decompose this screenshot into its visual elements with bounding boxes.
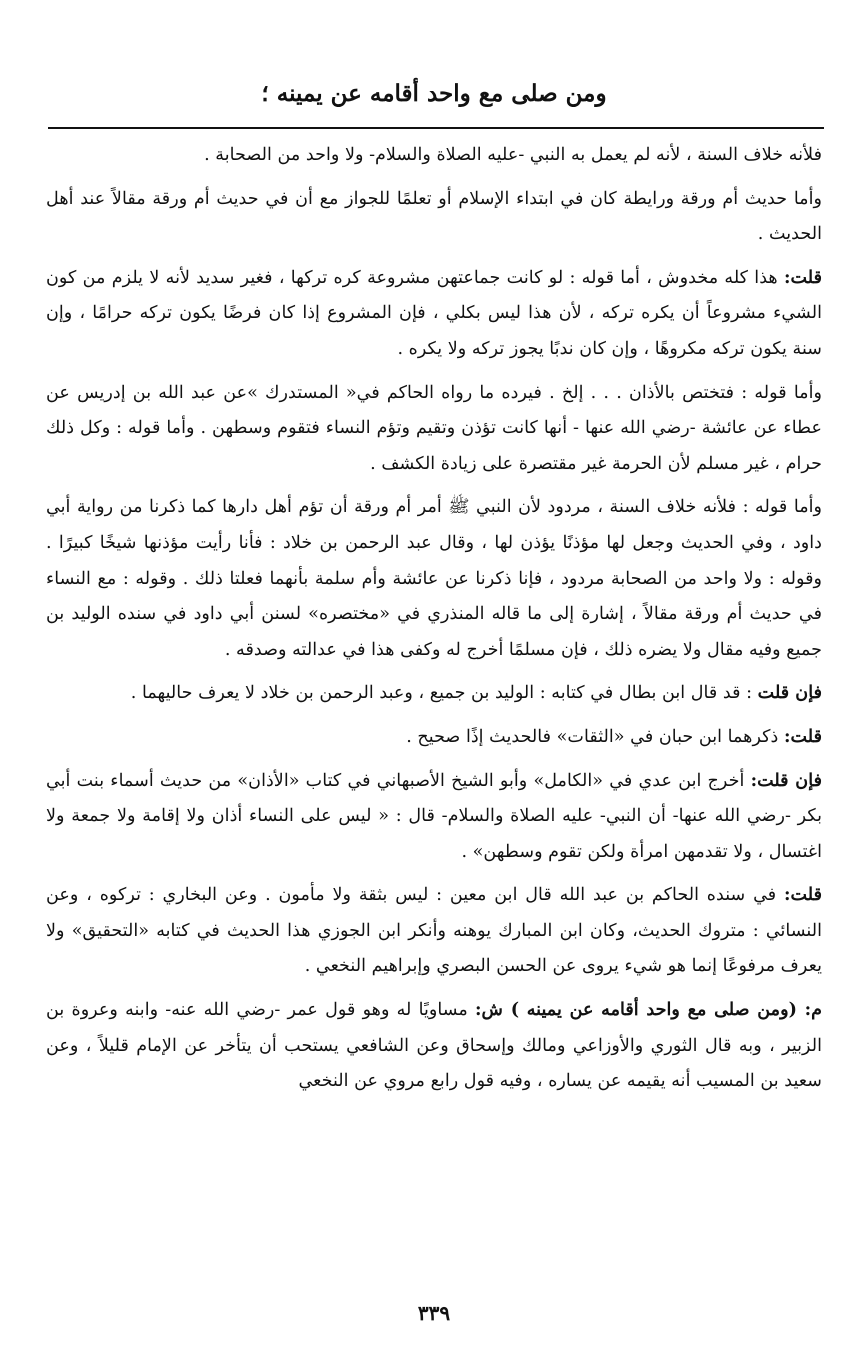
paragraph-1 xyxy=(46,137,822,174)
paragraph-lead: قلت: xyxy=(783,725,822,747)
paragraph-10 xyxy=(46,992,822,1100)
paragraph-text: أخرج ابن عدي في «الكامل» وأبو الشيخ الأصبهاني في كتاب «الأذان» من حديث أسماء بنت أبي بكر -رضي الله عنها- أن النبي- عليه الصلاة والسلام- قال : « ليس على النساء أذان ولا إقامة ولا جمعة ولا اغتسال ، ولا تقدمهن امرأة ولكن تقوم وسطهن» . xyxy=(46,770,822,862)
paragraph-9 xyxy=(46,877,822,985)
paragraph-7 xyxy=(46,719,822,756)
page-number: ٣٣٩ xyxy=(417,1301,451,1325)
paragraph-6 xyxy=(46,675,822,712)
paragraph-lead: فإن قلت xyxy=(757,682,822,704)
paragraph-5 xyxy=(46,489,822,668)
paragraph-lead: فإن قلت: xyxy=(750,769,822,791)
paragraph-text: هذا كله مخدوش ، أما قوله : لو كانت جماعتهن مشروعة كره تركها ، فغير سديد لأنه لا يلزم من كون الشيء مشروعاً أن يكره تركه ، لأن هذا ليس بكلي ، فإن المشروع إذا كان فرضًا يكون تركه حرامًا ، وإن سنة يكون تركه مكروهًا ، وإن كان ندبًا يجوز تركه ولا يكره . xyxy=(46,267,822,359)
paragraph-text: وأما قوله : فلأنه خلاف السنة ، مردود لأن النبي ﷺ أمر أم ورقة أن تؤم أهل دارها كما ذكرنا من رواية أبي داود ، وفي الحديث وجعل لها مؤذنًا يؤذن لها ، وقال عبد الرحمن بن خلاد : فأنا رأيت مؤذنها شيخًا كبيرًا . وقوله : ولا واحد من الصحابة مردود ، فإنا ذكرنا عن عائشة وأم سلمة بأنهما فعلتا ذلك . وقوله : مع النساء في حديث أم ورقة مقالاً ، إشارة إلى ما قاله المنذري في «مختصره» لسنن أبي داود في سنده الوليد بن جميع وفيه مقال ولا يضره ذلك ، فإن مسلمًا أخرج له وكفى هذا في عدالته وصدقه . xyxy=(46,497,822,660)
paragraph-8 xyxy=(46,763,822,871)
paragraph-text: في سنده الحاكم بن عبد الله قال ابن معين : ليس بثقة ولا مأمون . وعن البخاري : تركوه ، وعن النسائي : متروك الحديث، وكان ابن المبارك يوهنه وأنكر ابن الجوزي هذا الحديث في كتابه «التحقيق» ولا يعرف مرفوعًا إنما هو شيء يروى عن الحسن البصري وإبراهيم النخعي . xyxy=(46,885,822,977)
paragraph-lead: قلت: xyxy=(783,884,822,906)
paragraph-lead: قلت: xyxy=(783,266,822,288)
paragraph-text: وأما حديث أم ورقة ورايطة كان في ابتداء الإسلام أو تعلمًا للجواز مع أن في حديث أم ورقة مقالاً عند أهل الحديث . xyxy=(46,188,822,245)
paragraph-text: : قد قال ابن بطال في كتابه : الوليد بن جميع ، وعبد الرحمن بن خلاد لا يعرف حاليهما . xyxy=(130,683,758,704)
paragraph-2 xyxy=(46,181,822,253)
paragraph-text: ذكرهما ابن حبان في «الثقات» فالحديث إذًا صحيح . xyxy=(406,726,784,747)
header-rule xyxy=(48,127,824,129)
paragraph-3 xyxy=(46,260,822,368)
paragraph-text: فلأنه خلاف السنة ، لأنه لم يعمل به النبي -عليه الصلاة والسلام- ولا واحد من الصحابة . xyxy=(204,145,822,165)
paragraph-4 xyxy=(46,375,822,483)
paragraph-text: وأما قوله : فتختص بالأذان . . . إلخ . فيرده ما رواه الحاكم في« المستدرك »عن عبد الله بن إدريس عن عطاء عن عائشة -رضي الله عنها - أنها كانت تؤذن وتقيم وتؤم النساء فتقوم وسطهن . وأما قوله : وكل ذلك حرام ، غير مسلم لأن الحرمة غير مقتصرة على زيادة الكشف . xyxy=(46,382,822,474)
paragraph-text: مساويًا له وهو قول عمر -رضي الله عنه- وابنه وعروة بن الزبير ، وبه قال الثوري والأوزاعي ومالك وإسحاق وعن الشافعي يستحب أن يتأخر عن الإمام قليلاً ، وعن سعيد بن المسيب أنه يقيمه عن يساره ، وفيه قول رابع مروي عن النخعي xyxy=(46,1000,822,1092)
body-text xyxy=(46,137,822,1107)
paragraph-lead: م: (ومن صلى مع واحد أقامه عن يمينه ) ش: xyxy=(475,999,823,1021)
running-header: ومن صلى مع واحد أقامه عن يمينه ؛ xyxy=(261,80,607,107)
